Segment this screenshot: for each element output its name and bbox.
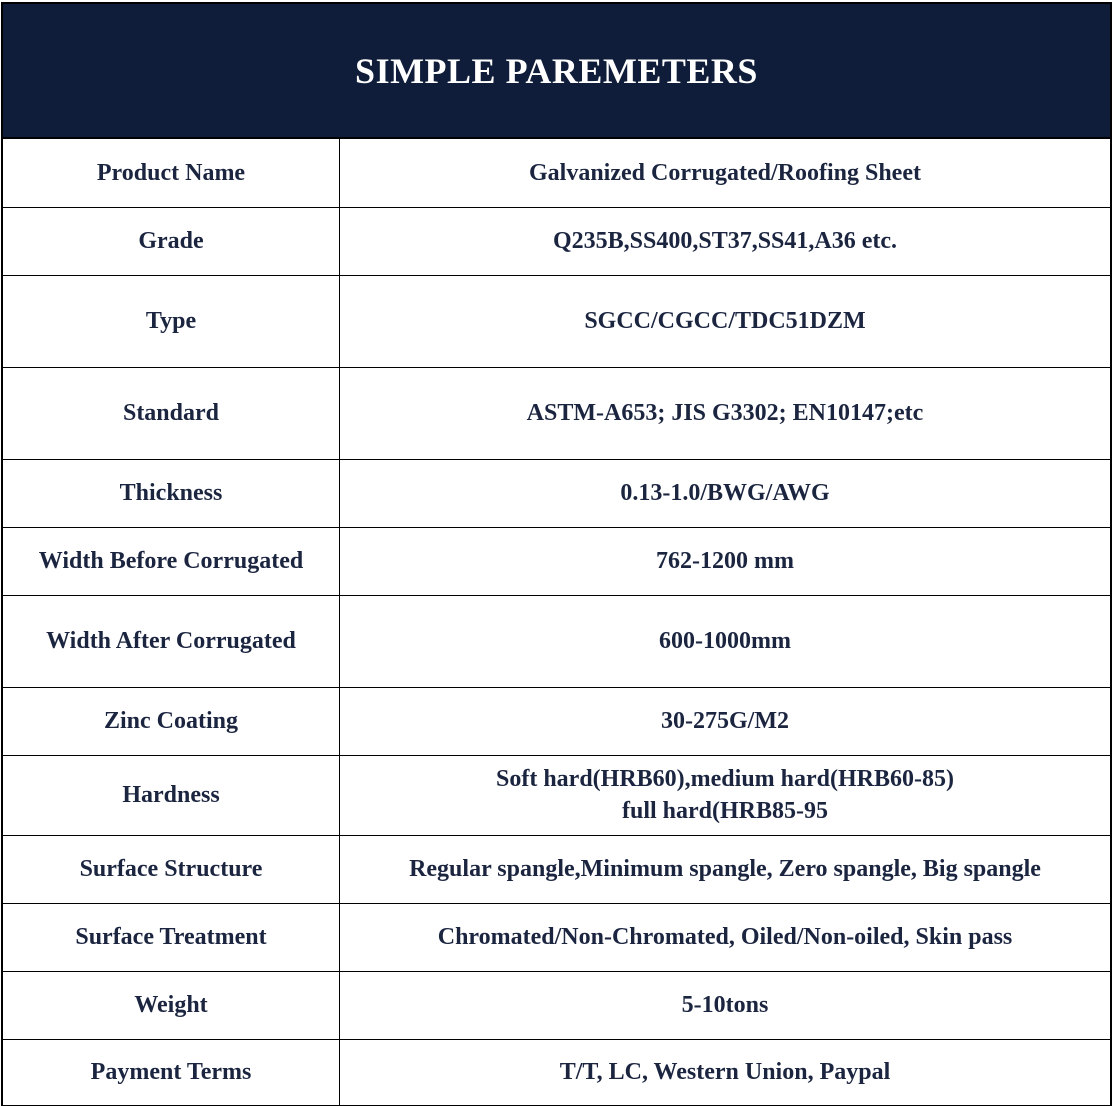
param-value: SGCC/CGCC/TDC51DZM	[340, 275, 1111, 367]
param-value: ASTM-A653; JIS G3302; EN10147;etc	[340, 367, 1111, 459]
param-value: Q235B,SS400,ST37,SS41,A36 etc.	[340, 207, 1111, 275]
param-label: Weight	[3, 971, 340, 1039]
table-row	[3, 275, 1110, 367]
param-label: Grade	[3, 207, 340, 275]
param-value: Chromated/Non-Chromated, Oiled/Non-oiled, Skin pass	[340, 903, 1111, 971]
param-label: Hardness	[3, 755, 340, 835]
param-value	[340, 755, 1111, 835]
table-row	[3, 687, 1110, 755]
sheet-title: SIMPLE PAREMETERS	[3, 4, 1110, 139]
param-label: Product Name	[3, 139, 340, 207]
param-value: T/T, LC, Western Union, Paypal	[340, 1039, 1111, 1105]
table-row	[3, 367, 1110, 459]
param-label: Thickness	[3, 459, 340, 527]
param-value: 762-1200 mm	[340, 527, 1111, 595]
param-label: Type	[3, 275, 340, 367]
parameters-table	[3, 139, 1110, 1106]
param-label: Zinc Coating	[3, 687, 340, 755]
table-row	[3, 755, 1110, 835]
table-row	[3, 459, 1110, 527]
param-value-line: full hard(HRB85-95	[621, 798, 828, 824]
table-row	[3, 1039, 1110, 1105]
table-row	[3, 139, 1110, 207]
param-value: 5-10tons	[340, 971, 1111, 1039]
param-label: Payment Terms	[3, 1039, 340, 1105]
table-row	[3, 835, 1110, 903]
table-row	[3, 595, 1110, 687]
param-label: Width Before Corrugated	[3, 527, 340, 595]
param-label: Width After Corrugated	[3, 595, 340, 687]
param-value: Regular spangle,Minimum spangle, Zero spangle, Big spangle	[340, 835, 1111, 903]
param-value-line: Soft hard(HRB60),medium hard(HRB60-85)	[495, 766, 954, 792]
param-value: 30-275G/M2	[340, 687, 1111, 755]
param-label: Surface Treatment	[3, 903, 340, 971]
param-value: Galvanized Corrugated/Roofing Sheet	[340, 139, 1111, 207]
table-row	[3, 207, 1110, 275]
param-value: 0.13-1.0/BWG/AWG	[340, 459, 1111, 527]
param-label: Surface Structure	[3, 835, 340, 903]
param-value: 600-1000mm	[340, 595, 1111, 687]
table-row	[3, 903, 1110, 971]
parameters-sheet	[1, 2, 1112, 1106]
table-row	[3, 527, 1110, 595]
table-row	[3, 971, 1110, 1039]
param-label: Standard	[3, 367, 340, 459]
